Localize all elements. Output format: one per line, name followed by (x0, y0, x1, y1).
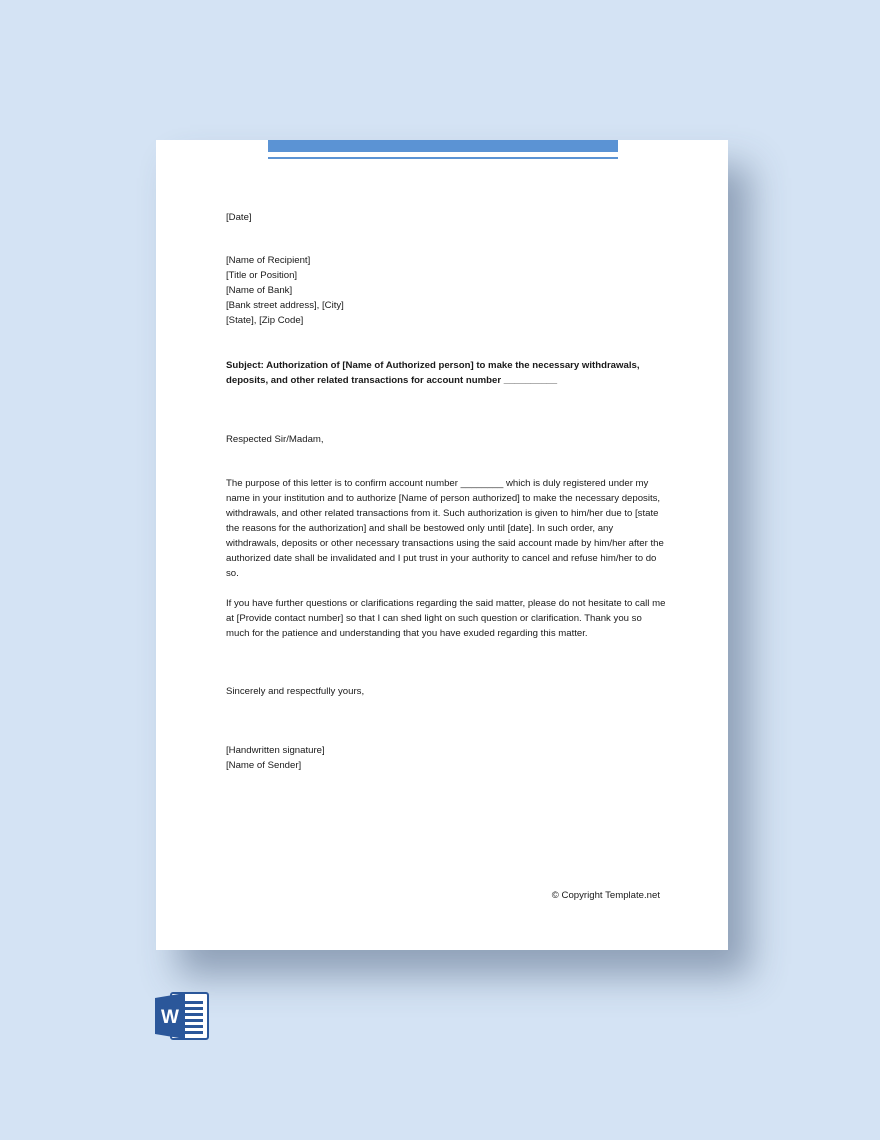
header-accent-bar (268, 140, 618, 152)
sender-name: [Name of Sender] (226, 760, 302, 771)
copyright-notice: © Copyright Template.net (551, 890, 660, 901)
letter-paragraph-1: The purpose of this letter is to confirm account number ________ which is duly registered under my name in your institution and to authorize [Name of person authorized] to make the necessary deposits, withdrawals, and other related transactions from it. Such authorization is given to him/her due to [state the reasons for the authorization] and shall be bestowed only until [date]. In such order, any withdrawals, deposits or other necessary transactions using the said account made by him/her after the authorized date shall be invalidated and I put trust in your authority to cancel and refuse him/her to do so. (226, 478, 664, 579)
recipient-state: [State], [Zip Code] (226, 315, 304, 326)
letter-subject: Subject: Authorization of [Name of Authorized person] to make the necessary withdrawals, deposits, and other related transactions for account number __________ (226, 360, 640, 386)
header-accent-line (268, 157, 618, 159)
letter-salutation: Respected Sir/Madam, (226, 434, 324, 445)
recipient-title: [Title or Position] (226, 270, 298, 281)
recipient-street: [Bank street address], [City] (226, 300, 344, 311)
document-page (156, 140, 728, 950)
letter-closing: Sincerely and respectfully yours, (226, 686, 365, 697)
word-icon (155, 992, 209, 1040)
signature-block (226, 743, 325, 773)
letter-date: [Date] (226, 212, 252, 223)
letter-paragraph-2: If you have further questions or clarifications regarding the said matter, please do not hesitate to call me at [Provide contact number] so that I can shed light on such question or clarification. Thank you so much for the patience and understanding that you have exuded regarding this matter. (226, 598, 666, 639)
recipient-block (226, 253, 344, 328)
signature-line: [Handwritten signature] (226, 745, 325, 756)
word-letter: W (161, 1007, 179, 1028)
recipient-bank: [Name of Bank] (226, 285, 293, 296)
recipient-name: [Name of Recipient] (226, 255, 311, 266)
